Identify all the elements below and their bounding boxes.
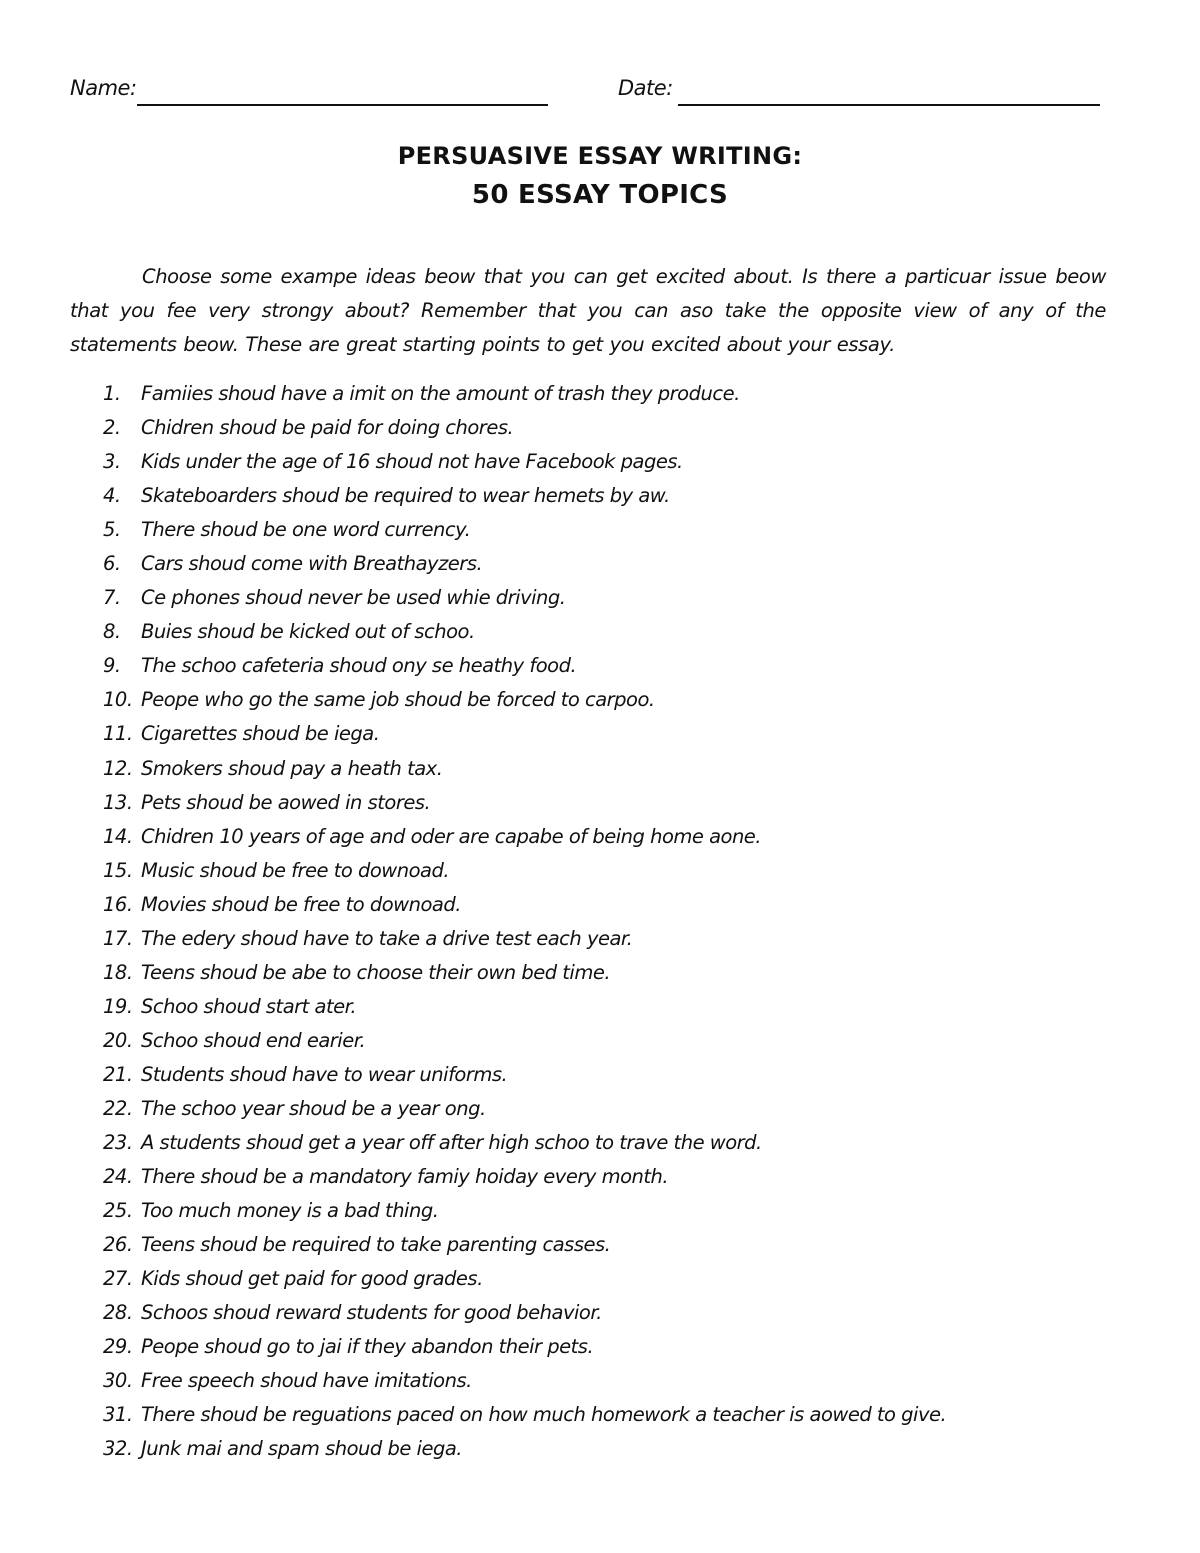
topic-text: There shoud be reguations paced on how much homework a teacher is aowed to give. [141, 1403, 947, 1427]
topic-number: 2. [103, 416, 121, 440]
topic-text: Cars shoud come with Breathayzers. [141, 552, 483, 576]
list-item [103, 854, 1103, 888]
topic-text: Chidren shoud be paid for doing chores. [141, 416, 514, 440]
topic-text: Smokers shoud pay a heath tax. [141, 756, 443, 780]
list-item [103, 1058, 1103, 1092]
topic-text: Music shoud be free to downoad. [141, 858, 450, 882]
topic-number: 5. [103, 518, 121, 542]
topic-text: Too much money is a bad thing. [141, 1199, 439, 1223]
list-item [103, 683, 1103, 717]
date-field[interactable] [618, 74, 1100, 108]
topic-number: 10. [103, 688, 133, 712]
list-item [103, 1398, 1103, 1432]
topic-number: 11. [103, 722, 133, 746]
list-item [103, 1024, 1103, 1058]
topic-text: The schoo cafeteria shoud ony se heathy food. [141, 654, 577, 678]
list-item [103, 377, 1103, 411]
topic-text: Teens shoud be required to take parenting casses. [141, 1233, 611, 1257]
list-item [103, 1194, 1103, 1228]
topic-number: 27. [103, 1267, 133, 1291]
topic-text: Schoos shoud reward students for good behavior. [141, 1301, 602, 1325]
topic-text: Peope who go the same job shoud be forced to carpoo. [141, 688, 655, 712]
list-item [103, 547, 1103, 581]
list-item [103, 820, 1103, 854]
topic-text: Buies shoud be kicked out of schoo. [141, 620, 475, 644]
topic-number: 31. [103, 1403, 133, 1427]
topic-number: 14. [103, 824, 133, 848]
topic-number: 8. [103, 620, 121, 644]
topic-text: Schoo shoud start ater. [141, 994, 357, 1018]
list-item [103, 411, 1103, 445]
list-item [103, 479, 1103, 513]
list-item [103, 615, 1103, 649]
topic-text: Junk mai and spam shoud be iega. [141, 1437, 462, 1461]
topic-text: Kids shoud get paid for good grades. [141, 1267, 483, 1291]
topic-text: Cigarettes shoud be iega. [141, 722, 380, 746]
topic-text: A students shoud get a year off after high schoo to trave the word. [141, 1131, 762, 1155]
topic-text: Peope shoud go to jai if they abandon their pets. [141, 1335, 594, 1359]
list-item [103, 513, 1103, 547]
header-fields [70, 74, 1100, 108]
topic-number: 16. [103, 892, 133, 916]
topic-text: Kids under the age of 16 shoud not have Facebook pages. [141, 450, 683, 474]
topic-number: 26. [103, 1233, 133, 1257]
topic-text: The schoo year shoud be a year ong. [141, 1096, 486, 1120]
list-item [103, 1228, 1103, 1262]
topic-list [103, 377, 1103, 1467]
list-item [103, 752, 1103, 786]
topic-text: The edery shoud have to take a drive test each year. [141, 926, 633, 950]
topic-number: 20. [103, 1028, 133, 1052]
list-item [103, 1364, 1103, 1398]
list-item [103, 1092, 1103, 1126]
list-item [103, 786, 1103, 820]
topic-number: 4. [103, 484, 121, 508]
topic-text: Students shoud have to wear uniforms. [141, 1062, 508, 1086]
topic-number: 23. [103, 1131, 133, 1155]
topic-text: Pets shoud be aowed in stores. [141, 790, 431, 814]
topic-number: 28. [103, 1301, 133, 1325]
page-title: PERSUASIVE ESSAY WRITING: [397, 142, 803, 170]
name-blank-line [137, 104, 548, 106]
topic-number: 9. [103, 654, 121, 678]
topic-text: Chidren 10 years of age and oder are capabe of being home aone. [141, 824, 762, 848]
list-item [103, 990, 1103, 1024]
topic-number: 30. [103, 1369, 133, 1393]
topic-text: Skateboarders shoud be required to wear hemets by aw. [141, 484, 670, 508]
intro-paragraph: Choose some exampe ideas beow that you can get excited about. Is there a particuar issue beow that you fee very strongy about? Remember that you can aso take the opposite view of any of the statements beow. These are great starting points to get you excited about your essay. [70, 264, 1106, 356]
topic-text: Schoo shoud end earier. [141, 1028, 366, 1052]
topic-number: 6. [103, 552, 121, 576]
topic-number: 32. [103, 1437, 133, 1461]
list-item [103, 1262, 1103, 1296]
topic-text: Famiies shoud have a imit on the amount of trash they produce. [141, 382, 740, 405]
list-item [103, 445, 1103, 479]
date-blank-line [678, 104, 1100, 106]
list-item [103, 888, 1103, 922]
topic-text: There shoud be a mandatory famiy hoiday every month. [141, 1165, 669, 1189]
topic-text: There shoud be one word currency. [141, 518, 471, 542]
list-item [103, 1296, 1103, 1330]
list-item [103, 1432, 1103, 1466]
name-field[interactable] [70, 74, 548, 108]
list-item [103, 717, 1103, 751]
topic-number: 12. [103, 756, 133, 780]
list-item [103, 649, 1103, 683]
list-item [103, 956, 1103, 990]
date-label: Date: [618, 76, 673, 100]
topic-number: 1. [103, 382, 121, 405]
list-item [103, 1126, 1103, 1160]
name-label: Name: [70, 76, 137, 100]
list-item [103, 1160, 1103, 1194]
topic-text: Movies shoud be free to downoad. [141, 892, 461, 916]
list-item [103, 1330, 1103, 1364]
topic-number: 18. [103, 960, 133, 984]
list-item [103, 581, 1103, 615]
topic-number: 19. [103, 994, 133, 1018]
topic-number: 17. [103, 926, 133, 950]
topic-number: 29. [103, 1335, 133, 1359]
topic-number: 3. [103, 450, 121, 474]
topic-number: 13. [103, 790, 133, 814]
topic-text: Ce phones shoud never be used whie driving. [141, 586, 566, 610]
topic-number: 24. [103, 1165, 133, 1189]
topic-number: 15. [103, 858, 133, 882]
topic-number: 7. [103, 586, 121, 610]
topic-text: Teens shoud be abe to choose their own bed time. [141, 960, 611, 984]
page-subtitle: 50 ESSAY TOPICS [471, 180, 729, 210]
topic-number: 21. [103, 1062, 133, 1086]
topic-text: Free speech shoud have imitations. [141, 1369, 472, 1393]
topic-number: 22. [103, 1096, 133, 1120]
list-item [103, 922, 1103, 956]
topic-number: 25. [103, 1199, 133, 1223]
